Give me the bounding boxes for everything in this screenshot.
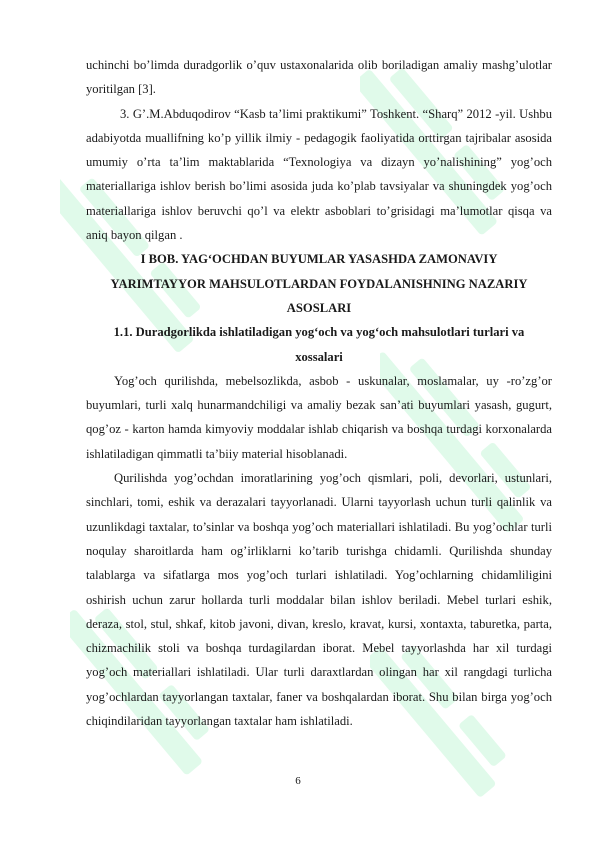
- paragraph-intro-continued: uchinchi bo’limda duradgorlik o’quv ustaxonalarida olib boriladigan amaliy mashg’ulotlar yoritilgan [3].: [86, 58, 552, 97]
- chapter-heading-line-3: ASOSLARI: [286, 300, 352, 315]
- paragraph-reference-3: 3. G’.M.Abduqodirov “Kasb ta’limi praktikumi” Toshkent. “Sharq” 2012 -yil. Ushbu adabiyotda muallifning ko’p yillik ilmiy - pedagogik faoliyatida orttirgan tajribalar asosida umumiy o’rta ta’lim maktablarida “Texnologiya va dizayn yo’nalishining” yog’och materiallariga ishlov berish bo’limi asosida juda ko’plab tavsiyalar va shuningdek yog’och materiallariga ishlov beruvchi qo’l va elektr asboblari to’grisidagi ma’lumotlar qisqa va aniq bayon qilgan .: [86, 106, 552, 243]
- section-heading: [86, 320, 552, 369]
- paragraph-construction-furniture: Qurilishda yog’ochdan imoratlarining yog’och qismlari, poli, devorlari, ustunlari, sinchlari, tomi, eshik va derazalari tayyorlanadi. Ularni tayyorlash uchun turli qalinlik va uzunlikdagi taxtalar, to’sinlar va boshqa yog’och materiallari ishlatiladi. Bu yog’ochlar turli noqulay sharoitlarda ham og’irliklarni ko’tarib turishga chidamli. Qurilishda shunday talablarga va sifatlarga mos yog’och turlari ishlatiladi. Yog’ochlarning chidamliligini oshirish uchun zarur hollarda turli moddalar bilan ishlov beriladi. Mebel turlari eshik, deraza, stol, stul, shkaf, kitob javoni, divan, kreslo, kravat, kursi, xontaxta, taburetka, parta, chizmachilik stoli va boshqa turdagilardan iborat. Mebel tayyorlashda har xil turdagi yog’och materiallari ishlatiladi. Ular turli daraxtlardan olingan har xil rangdagi turlicha yog’ochlardan tayyorlangan taxtalar, faner va boshqalardan iborat. Shu bilan birga yog’och chiqindilaridan tayyorlangan taxtalar ham ishlatiladi.: [86, 471, 552, 729]
- chapter-heading-line-2: YARIMTAYYOR MAHSULOTLARDAN FOYDALANISHNING NAZARIY: [110, 276, 528, 291]
- section-heading-line-1: 1.1. Duradgorlikda ishlatiladigan yog‘och va yog‘och mahsulotlari turlari va: [113, 325, 525, 340]
- chapter-heading-line-1: I BOB. YAG‘OCHDAN BUYUMLAR YASASHDA ZAMONAVIY: [140, 252, 498, 267]
- chapter-heading: [86, 247, 552, 320]
- document-page: [86, 53, 552, 733]
- section-heading-line-2: xossalari: [295, 349, 343, 364]
- paragraph-wood-usage: Yog’och qurilishda, mebelsozlikda, asbob - uskunalar, moslamalar, uy -ro’zg’or buyumlari, turli xalq hunarmandchiligi va amaliy bezak san’ati buyumlari yasash, gugurt, qog’oz - karton hamda kimyoviy moddalar ishlab chiqarish va boshqa turdagi korxonalarda ishlatiladigan qimmatli ta’biiy material hisoblanadi.: [86, 373, 552, 461]
- page-number: 6: [295, 775, 301, 787]
